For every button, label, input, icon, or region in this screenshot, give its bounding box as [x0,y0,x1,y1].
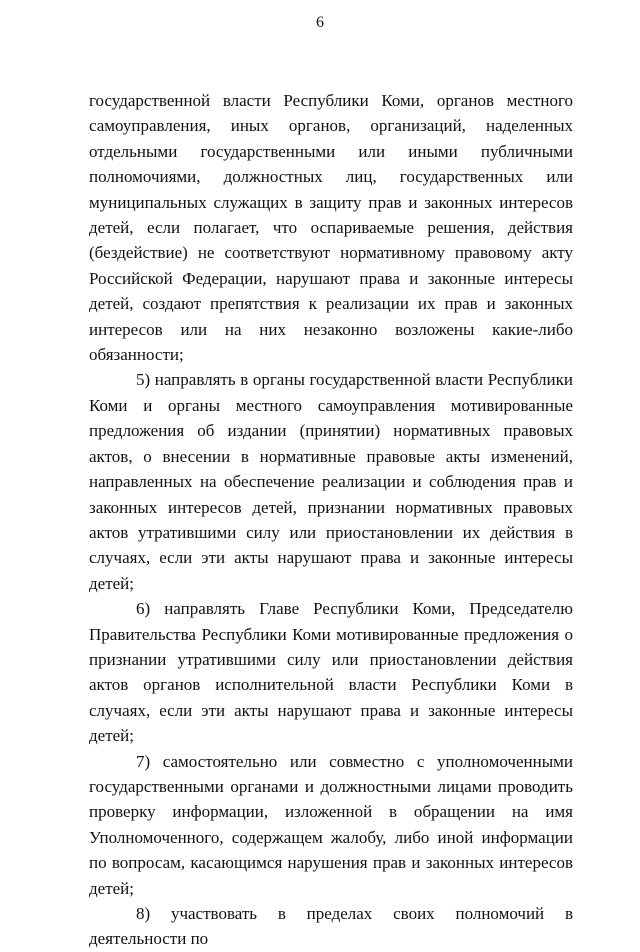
page-number: 6 [316,14,324,31]
paragraph-item-8: 8) участвовать в пределах своих полномочий в деятельности по [89,904,573,949]
paragraph-item-7: 7) самостоятельно или совместно с уполномоченными государственными органами и должностными лицами проводить проверку информации, изложенной в обращении на имя Уполномоченного, содержащем жалобу, либо иной информации по вопросам, касающимся нарушения прав и законных интересов детей; [89,751,573,898]
paragraph-item-5: 5) направлять в органы государственной власти Республики Коми и органы местного самоуправления мотивированные предложения об издании (принятии) нормативных правовых актов, о внесении в нормативные правовые акты изменений, направленных на обеспечение реализации и соблюдения прав и законных интересов детей, признании нормативных правовых актов утратившими силу или приостановлении их действия в случаях, если эти акты нарушают права и законные интересы детей; [89,370,573,593]
paragraph-item-6: 6) направлять Главе Республики Коми, Председателю Правительства Республики Коми мотивированные предложения о признании утратившими силу или приостановлении действия актов органов исполнительной власти Республики Коми в случаях, если эти акты нарушают права и законные интересы детей; [89,599,573,746]
paragraph-continuation: государственной власти Республики Коми, органов местного самоуправления, иных органов, организаций, наделенных отдельными государственными или иными публичными полномочиями, должностных лиц, государственных или муниципальных служащих в защиту прав и законных интересов детей, если полагает, что оспариваемые решения, действия (бездействие) не соответствуют нормативному правовому акту Российской Федерации, нарушают права и законные интересы детей, создают препятствия к реализации их прав и законных интересов или на них незаконно возложены какие-либо обязанности; [89,91,573,365]
document-body [89,88,573,952]
